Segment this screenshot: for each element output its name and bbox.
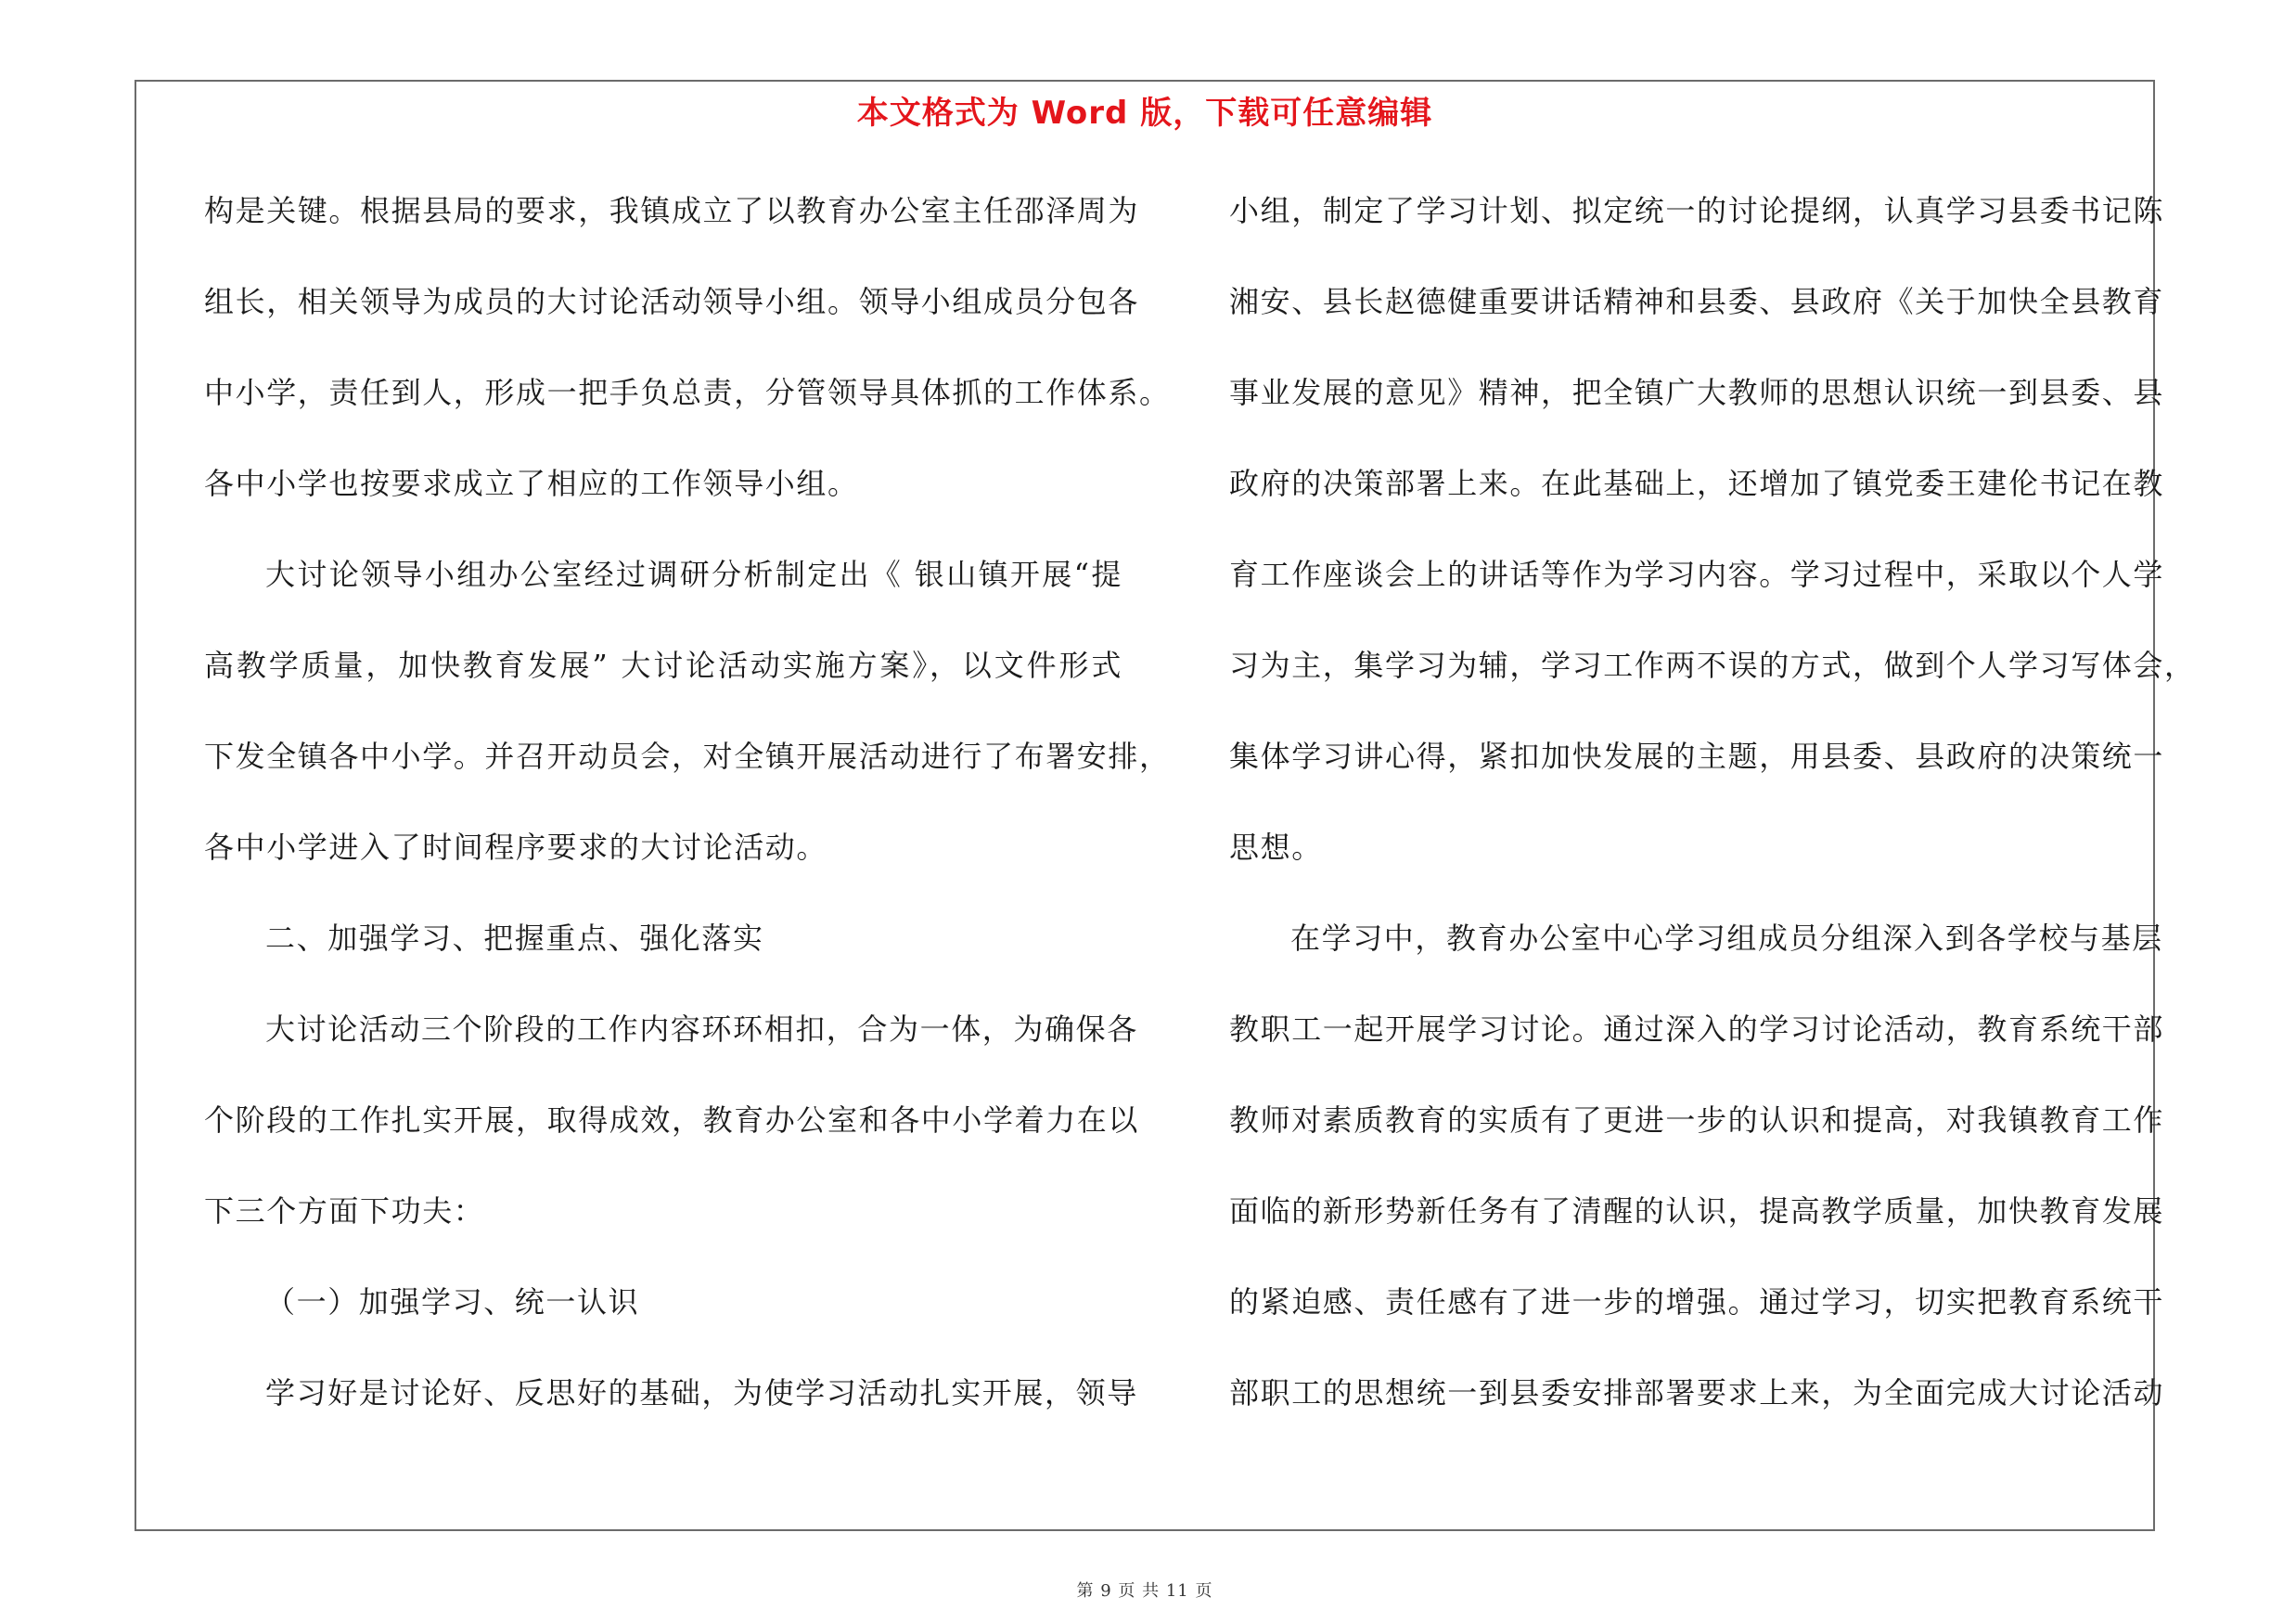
text-line: 教职工一起开展学习讨论。通过深入的学习讨论活动，教育系统干部: [1229, 1011, 2165, 1047]
text-line: 集体学习讲心得，紧扣加快发展的主题，用县委、县政府的决策统一: [1229, 739, 2165, 774]
text-line: 大讨论领导小组办公室经过调研分析制定出《 银山镇开展“提: [265, 557, 1122, 592]
text-line: 各中小学也按要求成立了相应的工作领导小组。: [204, 466, 859, 501]
text-line: 学习好是讨论好、反思好的基础，为使学习活动扎实开展，领导: [265, 1375, 1138, 1410]
text-line: 组长，相关领导为成员的大讨论活动领导小组。领导小组成员分包各: [204, 284, 1140, 319]
text-line: 的紧迫感、责任感有了进一步的增强。通过学习，切实把教育系统干: [1229, 1284, 2165, 1320]
text-line: 习为主，集学习为辅，学习工作两不误的方式，做到个人学习写体会，: [1229, 648, 2196, 683]
right-text-column: [1229, 165, 2196, 1438]
text-line: 在学习中，教育办公室中心学习组成员分组深入到各学校与基层: [1290, 921, 2163, 956]
text-line: （一）加强学习、统一认识: [265, 1284, 640, 1320]
text-line: 各中小学进入了时间程序要求的大讨论活动。: [204, 830, 828, 865]
text-line: 育工作座谈会上的讲话等作为学习内容。学习过程中，采取以个人学: [1229, 557, 2165, 592]
left-text-column: [204, 165, 1171, 1438]
page-number-footer: 第 9 页 共 11 页: [1076, 1581, 1213, 1601]
text-line: 政府的决策部署上来。在此基础上，还增加了镇党委王建伦书记在教: [1229, 466, 2165, 501]
text-line: 面临的新形势新任务有了清醒的认识，提高教学质量，加快教育发展: [1229, 1193, 2165, 1229]
text-line: 中小学，责任到人，形成一把手负总责，分管领导具体抓的工作体系。: [204, 375, 1171, 410]
text-line: 二、加强学习、把握重点、强化落实: [265, 921, 764, 956]
text-line: 个阶段的工作扎实开展，取得成效，教育办公室和各中小学着力在以: [204, 1102, 1140, 1138]
text-line: 部职工的思想统一到县委安排部署要求上来，为全面完成大讨论活动: [1229, 1375, 2165, 1410]
text-line: 小组，制定了学习计划、拟定统一的讨论提纲，认真学习县委书记陈: [1229, 193, 2165, 228]
text-line: 湘安、县长赵德健重要讲话精神和县委、县政府《关于加快全县教育: [1229, 284, 2165, 319]
text-line: 大讨论活动三个阶段的工作内容环环相扣，合为一体，为确保各: [265, 1011, 1138, 1047]
text-line: 构是关键。根据县局的要求，我镇成立了以教育办公室主任邵泽周为: [204, 193, 1140, 228]
format-banner: 本文格式为 Word 版，下载可任意编辑: [856, 95, 1433, 132]
text-line: 下三个方面下功夫：: [204, 1193, 485, 1229]
text-line: 高教学质量，加快教育发展” 大讨论活动实施方案》，以文件形式: [204, 648, 1122, 683]
text-line: 思想。: [1229, 830, 1323, 865]
text-line: 下发全镇各中小学。并召开动员会，对全镇开展活动进行了布署安排，: [204, 739, 1171, 774]
text-line: 教师对素质教育的实质有了更进一步的认识和提高，对我镇教育工作: [1229, 1102, 2165, 1138]
text-line: 事业发展的意见》精神，把全镇广大教师的思想认识统一到县委、县: [1229, 375, 2165, 410]
